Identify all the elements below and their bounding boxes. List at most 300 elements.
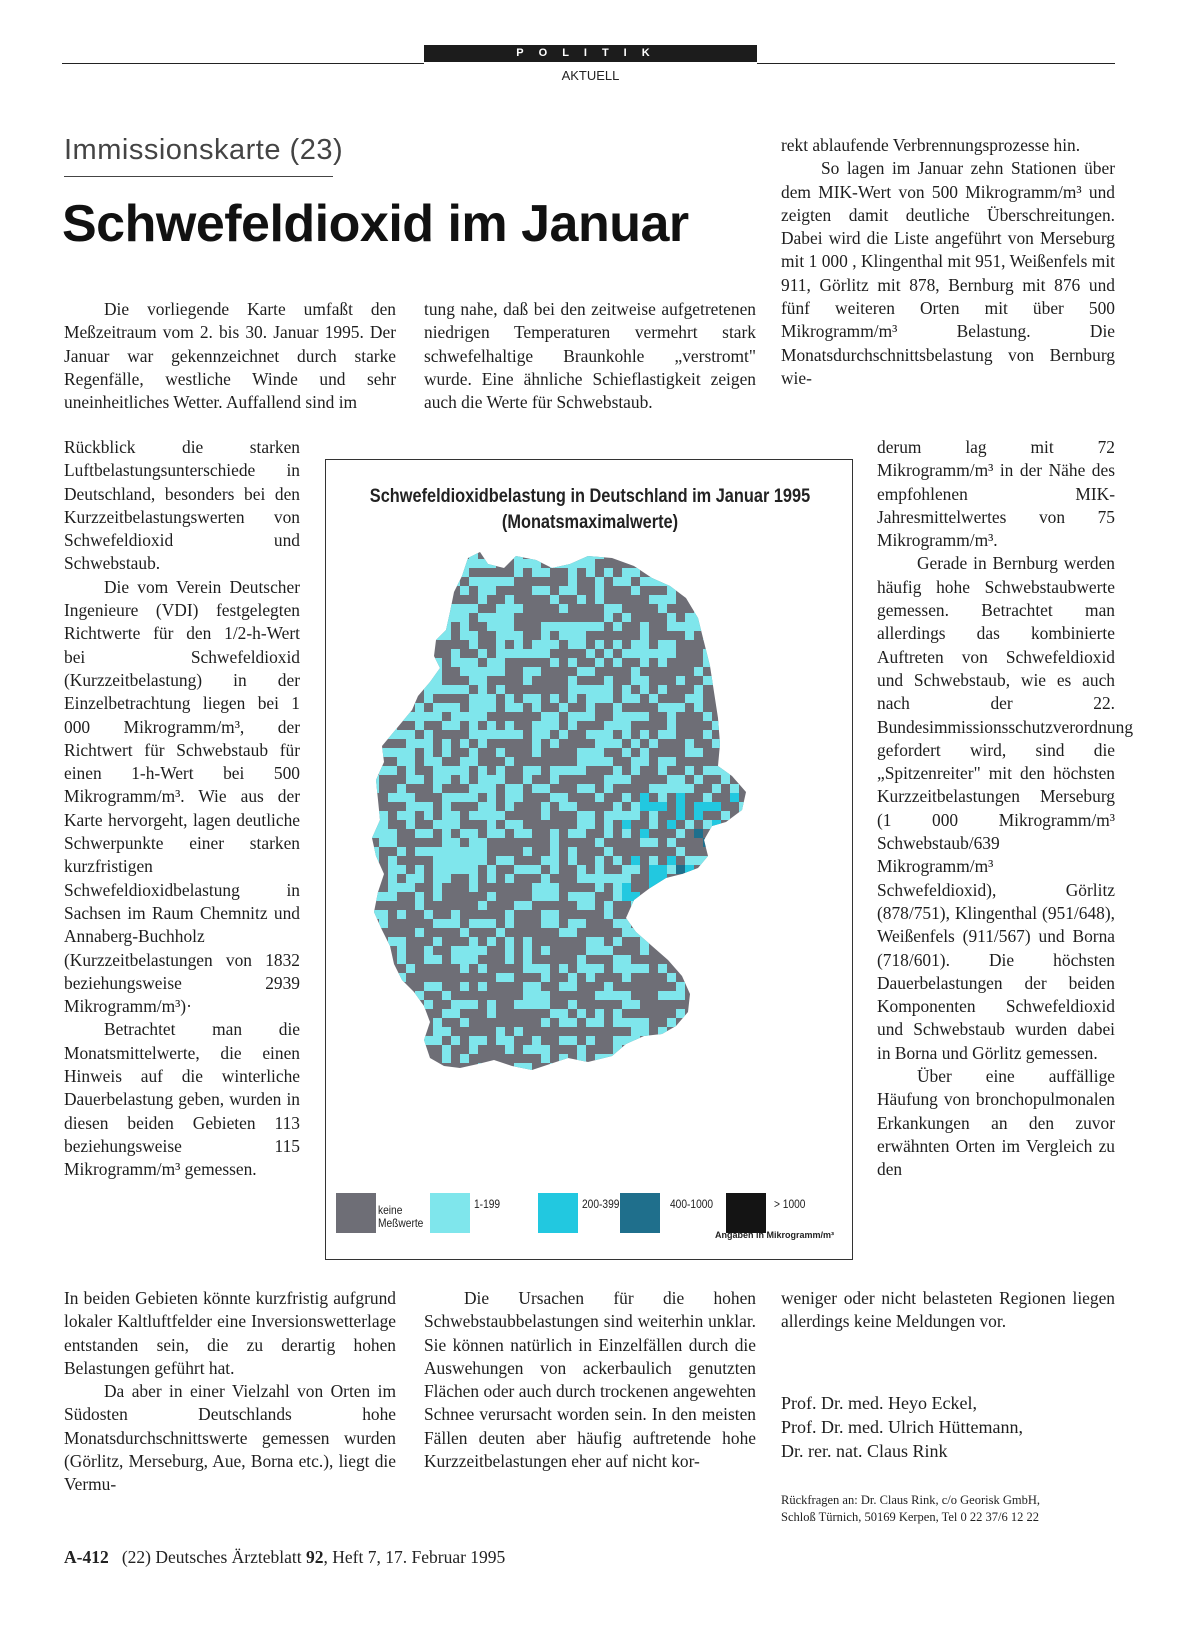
map-cell — [559, 1009, 568, 1018]
map-cell — [631, 676, 640, 685]
map-cell — [460, 982, 469, 991]
map-cell — [451, 568, 460, 577]
map-cell — [658, 964, 667, 973]
map-cell — [469, 838, 478, 847]
map-cell — [478, 577, 487, 586]
paragraph: derum lag mit 72 Mikrogramm/m³ in der Nähe des empfohlenen MIK-Jahresmittelwertes von 75 Mikrogramm/m³. — [877, 437, 1115, 551]
map-cell — [442, 775, 451, 784]
map-cell — [514, 550, 523, 559]
map-cell — [595, 964, 604, 973]
map-cell — [541, 730, 550, 739]
contact-note: Rückfragen an: Dr. Claus Rink, c/o Georisk GmbH, Schloß Türnich, 50169 Kerpen, Tel 0 22 37/6 12 22 — [781, 1493, 1040, 1524]
column3-top — [781, 134, 1115, 390]
map-cell — [568, 766, 577, 775]
map-cell — [532, 766, 541, 775]
author-3: Dr. rer. nat. Claus Rink — [781, 1441, 948, 1461]
map-cell — [694, 1000, 703, 1009]
map-cell — [748, 847, 757, 856]
map-cell — [658, 874, 667, 883]
map-cell — [397, 991, 406, 1000]
map-cell — [568, 856, 577, 865]
map-cell — [523, 946, 532, 955]
map-cell — [460, 658, 469, 667]
map-cell — [415, 775, 424, 784]
map-cell — [694, 811, 703, 820]
map-cell — [613, 856, 622, 865]
map-cell — [451, 703, 460, 712]
map-cell — [487, 784, 496, 793]
map-cell — [622, 973, 631, 982]
map-cell — [523, 829, 532, 838]
map-cell — [649, 559, 658, 568]
map-cell — [586, 820, 595, 829]
map-cell — [739, 586, 748, 595]
map-cell — [649, 784, 658, 793]
map-cell — [613, 955, 622, 964]
map-cell — [496, 631, 505, 640]
map-cell — [550, 838, 559, 847]
map-cell — [559, 793, 568, 802]
map-cell — [532, 703, 541, 712]
map-cell — [631, 694, 640, 703]
map-cell — [505, 1036, 514, 1045]
map-cell — [469, 550, 478, 559]
map-cell — [649, 856, 658, 865]
map-cell — [442, 577, 451, 586]
map-cell — [451, 613, 460, 622]
map-cell — [469, 793, 478, 802]
map-cell — [667, 550, 676, 559]
map-cell — [676, 577, 685, 586]
map-cell — [451, 649, 460, 658]
map-cell — [523, 766, 532, 775]
map-cell — [667, 595, 676, 604]
map-cell — [568, 847, 577, 856]
map-cell — [415, 658, 424, 667]
map-cell — [667, 721, 676, 730]
map-cell — [478, 649, 487, 658]
map-cell — [613, 991, 622, 1000]
legend-unit-note: Angaben in Mikrogramm/m³ — [714, 1230, 834, 1240]
map-cell — [370, 892, 379, 901]
map-cell — [460, 847, 469, 856]
map-cell — [406, 712, 415, 721]
map-cell — [721, 910, 730, 919]
map-cell — [685, 784, 694, 793]
map-cell — [730, 793, 739, 802]
map-cell — [568, 1036, 577, 1045]
map-cell — [406, 757, 415, 766]
map-cell — [712, 910, 721, 919]
map-cell — [712, 739, 721, 748]
map-cell — [451, 1036, 460, 1045]
map-cell — [514, 631, 523, 640]
map-cell — [379, 1009, 388, 1018]
map-cell — [379, 712, 388, 721]
map-cell — [712, 1063, 721, 1072]
map-cell — [640, 622, 649, 631]
map-cell — [397, 631, 406, 640]
map-cell — [532, 892, 541, 901]
map-cell — [523, 1045, 532, 1054]
map-cell — [478, 1063, 487, 1072]
map-cell — [406, 622, 415, 631]
map-cell — [424, 694, 433, 703]
map-cell — [748, 838, 757, 847]
map-cell — [406, 820, 415, 829]
map-cell — [541, 1045, 550, 1054]
map-cell — [532, 694, 541, 703]
map-cell — [460, 775, 469, 784]
map-cell — [730, 694, 739, 703]
map-cell — [397, 883, 406, 892]
map-cell — [478, 982, 487, 991]
map-cell — [694, 856, 703, 865]
map-cell — [550, 829, 559, 838]
kicker-underline — [64, 176, 333, 177]
map-cell — [406, 640, 415, 649]
map-cell — [523, 901, 532, 910]
map-cell — [631, 667, 640, 676]
map-cell — [532, 1045, 541, 1054]
map-cell — [595, 586, 604, 595]
map-cell — [487, 658, 496, 667]
map-cell — [622, 613, 631, 622]
map-cell — [370, 676, 379, 685]
map-cell — [424, 568, 433, 577]
map-cell — [460, 667, 469, 676]
map-cell — [478, 613, 487, 622]
map-cell — [622, 892, 631, 901]
map-cell — [604, 874, 613, 883]
map-cell — [379, 919, 388, 928]
map-cell — [478, 775, 487, 784]
map-cell — [496, 730, 505, 739]
map-cell — [433, 676, 442, 685]
map-cell — [676, 703, 685, 712]
map-cell — [496, 748, 505, 757]
map-cell — [415, 865, 424, 874]
map-cell — [721, 1045, 730, 1054]
map-cell — [541, 640, 550, 649]
map-cell — [469, 829, 478, 838]
map-cell — [730, 865, 739, 874]
map-cell — [712, 613, 721, 622]
map-cell — [442, 586, 451, 595]
map-cell — [586, 703, 595, 712]
map-cell — [523, 667, 532, 676]
map-cell — [541, 856, 550, 865]
map-cell — [514, 730, 523, 739]
map-cell — [604, 775, 613, 784]
paragraph: weniger oder nicht belasteten Regionen liegen allerdings keine Meldungen vor. — [781, 1288, 1115, 1332]
map-cell — [658, 595, 667, 604]
map-cell — [640, 1027, 649, 1036]
map-cell — [703, 874, 712, 883]
map-cell — [505, 694, 514, 703]
map-cell — [622, 1000, 631, 1009]
map-cell — [658, 865, 667, 874]
map-cell — [496, 856, 505, 865]
map-cell — [451, 955, 460, 964]
map-cell — [703, 820, 712, 829]
map-cell — [469, 631, 478, 640]
map-cell — [433, 1036, 442, 1045]
map-cell — [460, 946, 469, 955]
map-cell — [748, 577, 757, 586]
map-cell — [748, 658, 757, 667]
map-cell — [406, 883, 415, 892]
map-cell — [595, 865, 604, 874]
subsection-label: AKTUELL — [561, 68, 620, 83]
map-cell — [685, 622, 694, 631]
map-cell — [469, 811, 478, 820]
map-cell — [550, 847, 559, 856]
map-cell — [586, 784, 595, 793]
map-cell — [748, 694, 757, 703]
map-cell — [667, 820, 676, 829]
map-cell — [640, 748, 649, 757]
map-cell — [649, 577, 658, 586]
legend-label-1-199: 1-199 — [474, 1197, 501, 1211]
map-cell — [505, 631, 514, 640]
map-cell — [406, 586, 415, 595]
map-cell — [712, 568, 721, 577]
map-cell — [568, 1000, 577, 1009]
map-cell — [694, 667, 703, 676]
map-cell — [586, 874, 595, 883]
map-cell — [388, 586, 397, 595]
map-cell — [541, 1054, 550, 1063]
legend-swatch-400-1000 — [620, 1193, 660, 1233]
map-cell — [622, 550, 631, 559]
map-cell — [748, 1027, 757, 1036]
map-cell — [487, 1000, 496, 1009]
map-cell — [658, 766, 667, 775]
map-cell — [460, 928, 469, 937]
map-cell — [721, 631, 730, 640]
map-cell — [658, 685, 667, 694]
map-cell — [703, 712, 712, 721]
map-cell — [577, 1054, 586, 1063]
map-cell — [550, 856, 559, 865]
map-cell — [667, 775, 676, 784]
map-cell — [406, 748, 415, 757]
map-cell — [487, 874, 496, 883]
paragraph: Die Ursachen für die hohen Schwebstaubbelastungen sind weiterhin unklar. Sie können natürlich in Einzelfällen durch die Auswehungen von ackerbaulich genutzten Flächen oder auch durch trockenen angewehten Schnee verursacht worden sein. In den meisten Fällen deuten aber häufig auftretende hohe Kurzzeitbelastungen eher auf nicht kor- — [424, 1288, 756, 1472]
map-cell — [568, 928, 577, 937]
map-cell — [460, 1018, 469, 1027]
map-cell — [595, 748, 604, 757]
map-cell — [505, 604, 514, 613]
map-cell — [604, 910, 613, 919]
map-cell — [469, 784, 478, 793]
map-cell — [478, 739, 487, 748]
map-cell — [370, 649, 379, 658]
map-cell — [613, 775, 622, 784]
map-cell — [586, 685, 595, 694]
map-cell — [550, 595, 559, 604]
map-cell — [622, 820, 631, 829]
map-cell — [388, 631, 397, 640]
map-cell — [424, 631, 433, 640]
map-cell — [388, 883, 397, 892]
map-cell — [505, 721, 514, 730]
map-cell — [568, 676, 577, 685]
map-cell — [370, 775, 379, 784]
map-cell — [721, 757, 730, 766]
map-cell — [523, 847, 532, 856]
map-cell — [487, 775, 496, 784]
map-cell — [424, 955, 433, 964]
map-cell — [658, 577, 667, 586]
map-cell — [415, 802, 424, 811]
map-cell — [442, 802, 451, 811]
map-cell — [604, 1054, 613, 1063]
map-cell — [370, 721, 379, 730]
map-cell — [559, 1054, 568, 1063]
map-cell — [514, 1000, 523, 1009]
map-cell — [433, 631, 442, 640]
map-cell — [649, 649, 658, 658]
author-2: Prof. Dr. med. Ulrich Hüttemann, — [781, 1417, 1023, 1437]
map-cell — [604, 613, 613, 622]
map-cell — [586, 1018, 595, 1027]
map-cell — [703, 568, 712, 577]
map-cell — [442, 811, 451, 820]
map-cell — [433, 847, 442, 856]
map-cell — [442, 991, 451, 1000]
map-cell — [451, 919, 460, 928]
map-cell — [505, 919, 514, 928]
map-cell — [388, 1045, 397, 1054]
map-cell — [478, 946, 487, 955]
map-cell — [640, 829, 649, 838]
map-cell — [496, 604, 505, 613]
map-cell — [712, 820, 721, 829]
map-cell — [640, 793, 649, 802]
map-cell — [406, 739, 415, 748]
map-cell — [694, 559, 703, 568]
map-cell — [505, 730, 514, 739]
map-cell — [406, 793, 415, 802]
map-cell — [586, 667, 595, 676]
map-cell — [613, 802, 622, 811]
map-cell — [685, 613, 694, 622]
map-cell — [748, 820, 757, 829]
map-cell — [712, 802, 721, 811]
map-cell — [631, 568, 640, 577]
map-cell — [442, 604, 451, 613]
map-cell — [577, 667, 586, 676]
map-cell — [406, 604, 415, 613]
map-cell — [604, 820, 613, 829]
map-cell — [604, 946, 613, 955]
map-cell — [424, 757, 433, 766]
map-cell — [649, 739, 658, 748]
map-cell — [442, 721, 451, 730]
map-cell — [586, 892, 595, 901]
map-cell — [406, 1054, 415, 1063]
map-cell — [712, 865, 721, 874]
map-cell — [640, 946, 649, 955]
paragraph: rekt ablaufende Verbrennungsprozesse hin. — [781, 135, 1081, 155]
map-cell — [559, 982, 568, 991]
map-cell — [397, 568, 406, 577]
map-cell — [640, 919, 649, 928]
map-cell — [397, 613, 406, 622]
map-cell — [595, 739, 604, 748]
map-cell — [550, 1063, 559, 1072]
map-cell — [469, 883, 478, 892]
map-cell — [703, 730, 712, 739]
map-cell — [712, 856, 721, 865]
map-cell — [595, 595, 604, 604]
map-cell — [667, 613, 676, 622]
map-cell — [586, 568, 595, 577]
map-cell — [568, 622, 577, 631]
map-cell — [451, 856, 460, 865]
map-cell — [370, 559, 379, 568]
map-cell — [604, 730, 613, 739]
map-cell — [649, 820, 658, 829]
map-cell — [658, 730, 667, 739]
map-cell — [577, 766, 586, 775]
map-cell — [658, 604, 667, 613]
map-cell — [496, 613, 505, 622]
map-cell — [487, 550, 496, 559]
map-cell — [613, 640, 622, 649]
map-cell — [577, 874, 586, 883]
map-cell — [577, 865, 586, 874]
map-cell — [424, 676, 433, 685]
map-cell — [406, 649, 415, 658]
map-cell — [523, 1063, 532, 1072]
map-cell — [577, 640, 586, 649]
map-cell — [631, 928, 640, 937]
map-cell — [442, 838, 451, 847]
map-cell — [388, 829, 397, 838]
map-cell — [613, 874, 622, 883]
map-cell — [415, 847, 424, 856]
map-cell — [469, 667, 478, 676]
map-cell — [649, 910, 658, 919]
map-cell — [478, 901, 487, 910]
map-cell — [532, 1036, 541, 1045]
map-cell — [469, 955, 478, 964]
map-cell — [613, 1045, 622, 1054]
map-cell — [568, 631, 577, 640]
map-cell — [649, 874, 658, 883]
map-cell — [424, 550, 433, 559]
map-cell — [577, 757, 586, 766]
map-cell — [577, 919, 586, 928]
map-cell — [397, 748, 406, 757]
map-cell — [586, 559, 595, 568]
map-cell — [721, 991, 730, 1000]
map-cell — [586, 622, 595, 631]
map-cell — [568, 1018, 577, 1027]
map-cell — [541, 991, 550, 1000]
map-cell — [370, 1018, 379, 1027]
map-cell — [613, 622, 622, 631]
map-cell — [622, 991, 631, 1000]
map-cell — [496, 775, 505, 784]
map-cell — [559, 622, 568, 631]
map-cell — [388, 595, 397, 604]
map-cell — [523, 982, 532, 991]
map-cell — [748, 946, 757, 955]
